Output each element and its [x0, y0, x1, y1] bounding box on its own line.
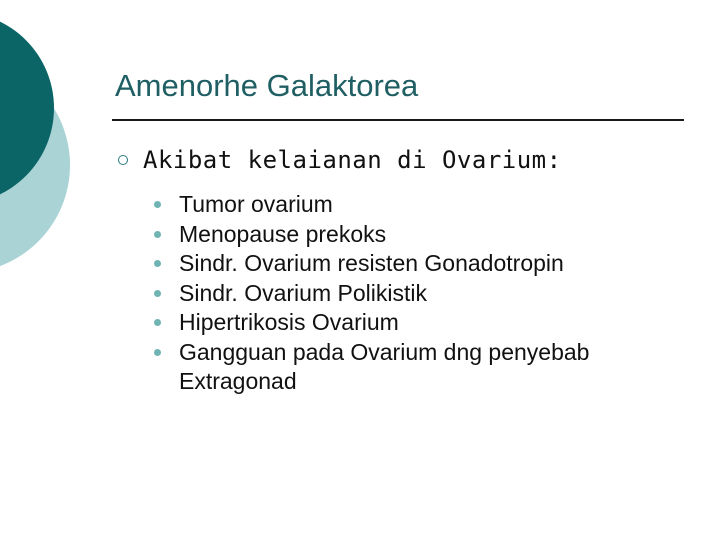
list-item — [150, 338, 690, 397]
dot-bullet-icon — [154, 319, 161, 326]
dot-bullet-icon — [154, 260, 161, 267]
level1-bullet-row — [118, 146, 562, 174]
dot-bullet-icon — [154, 231, 161, 238]
list-item — [150, 220, 690, 250]
list-item — [150, 190, 690, 220]
list-item-text: Gangguan pada Ovarium dng penyebab Extragonad — [179, 338, 590, 394]
list-item — [150, 279, 690, 309]
list-item-text: Hipertrikosis Ovarium — [179, 309, 399, 335]
dot-bullet-icon — [154, 201, 161, 208]
list-item-text: Tumor ovarium — [179, 191, 333, 217]
dot-bullet-icon — [154, 349, 161, 356]
decorative-circles — [0, 0, 80, 300]
list-item — [150, 249, 690, 279]
slide-title: Amenorhe Galaktorea — [115, 68, 419, 103]
hollow-circle-bullet-icon — [118, 155, 128, 165]
list-item-text: Menopause prekoks — [179, 220, 387, 247]
title-underline — [112, 119, 684, 121]
level1-text: Akibat kelaianan di Ovarium: — [143, 146, 562, 174]
list-item-text: Sindr. Ovarium Polikistik — [179, 279, 427, 306]
list-item — [150, 308, 690, 338]
dot-bullet-icon — [154, 290, 161, 297]
list-item-text: Sindr. Ovarium resisten Gonadotropin — [179, 250, 564, 276]
sub-bullet-list — [150, 190, 690, 397]
